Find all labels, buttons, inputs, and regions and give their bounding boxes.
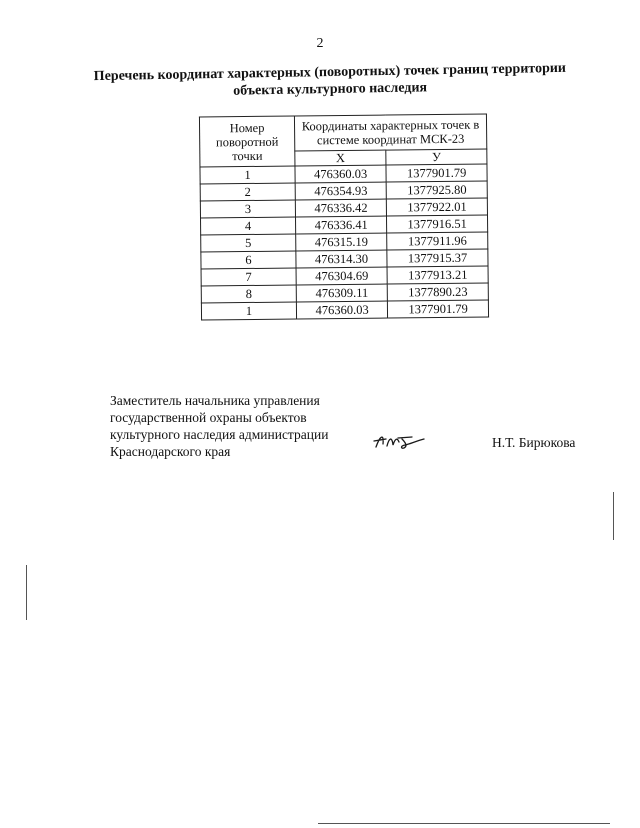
point-number: 8 [201, 285, 296, 303]
header-x: X [295, 150, 386, 166]
header-point-number: Номер поворотной точки [199, 116, 295, 167]
y-value: 1377925.80 [386, 181, 487, 199]
point-number: 5 [201, 234, 296, 252]
x-value: 476304.69 [296, 267, 387, 285]
x-value: 476360.03 [296, 301, 387, 319]
point-number: 3 [200, 200, 295, 218]
signer-position-line: культурного наследия администрации [110, 427, 329, 442]
signer-position-line: Краснодарского края [110, 444, 231, 459]
y-value: 1377901.79 [388, 300, 489, 318]
header-coordinates: Координаты характерных точек в системе координат МСК-23 [294, 114, 486, 151]
scan-artifact-left [26, 565, 27, 620]
signer-name: Н.Т. Бирюкова [492, 435, 576, 450]
point-number: 1 [200, 166, 295, 184]
x-value: 476336.41 [295, 216, 386, 234]
x-value: 476309.11 [296, 284, 387, 302]
y-value: 1377915.37 [387, 249, 488, 267]
y-value: 1377916.51 [387, 215, 488, 233]
y-value: 1377911.96 [387, 232, 488, 250]
signer-position-line: государственной охраны объектов [110, 410, 307, 425]
x-value: 476360.03 [295, 165, 386, 183]
x-value: 476315.19 [296, 233, 387, 251]
header-y: У [386, 149, 487, 165]
y-value: 1377890.23 [387, 283, 488, 301]
signer-position [110, 392, 370, 460]
table-row [201, 300, 488, 320]
point-number: 2 [200, 183, 295, 201]
y-value: 1377922.01 [387, 198, 488, 216]
y-value: 1377901.79 [386, 164, 487, 182]
point-number: 4 [201, 217, 296, 235]
title-line-1: Перечень координат характерных (поворотных) точек границ территории [93, 60, 567, 85]
point-number: 7 [201, 268, 296, 286]
coordinates-table [199, 113, 489, 320]
handwritten-signature [372, 430, 432, 452]
signer-position-line: Заместитель начальника управления [110, 393, 320, 408]
page-number: 2 [316, 36, 324, 51]
x-value: 476314.30 [296, 250, 387, 268]
point-number: 1 [201, 302, 296, 320]
y-value: 1377913.21 [387, 266, 488, 284]
point-number: 6 [201, 251, 296, 269]
scan-artifact-bottom [318, 823, 610, 824]
title-line-2: объекта культурного наследия [233, 80, 428, 99]
x-value: 476336.42 [295, 199, 386, 217]
document-title [60, 59, 601, 102]
scan-artifact-right [613, 492, 614, 540]
x-value: 476354.93 [295, 182, 386, 200]
